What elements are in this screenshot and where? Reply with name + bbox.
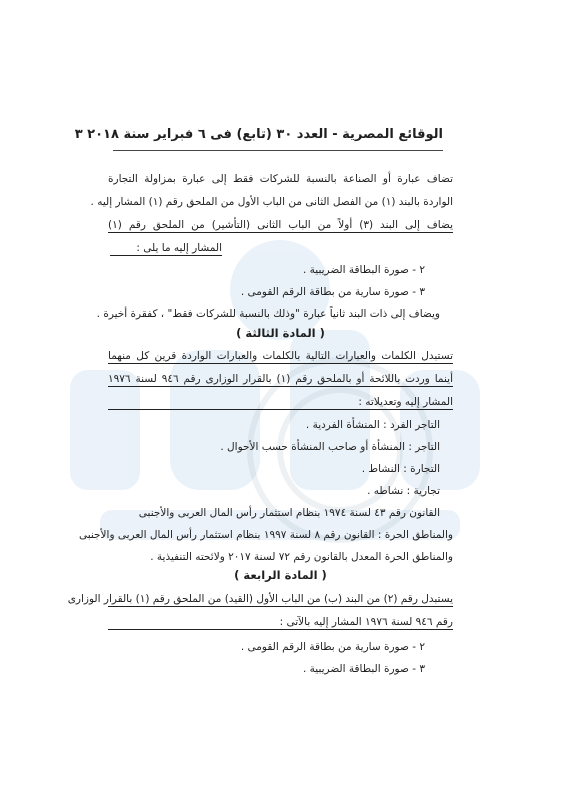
paragraph-line: والمناطق الحرة : القانون رقم ٨ لسنة ١٩٩٧ بنظام استثمار رأس المال العربى والأجنبى bbox=[78, 529, 453, 541]
paragraph-line: أينما وردت باللائحة أو بالملحق رقم (١) بالقرار الوزارى رقم ٩٤٦ لسنة ١٩٧٦ bbox=[108, 373, 453, 385]
header-divider bbox=[113, 150, 443, 151]
definition-line: تجارية : نشاطه . bbox=[367, 485, 440, 497]
paragraph-line: يستبدل رقم (٢) من البند (ب) من الباب الأول (القيد) من الملحق رقم (١) بالقرار الوزارى bbox=[67, 593, 453, 605]
list-item: ٢ - صورة سارية من بطاقة الرقم القومى . bbox=[240, 641, 425, 653]
paragraph-line: الواردة بالبند (١) من الفصل الثانى من الباب الأول من الملحق رقم (١) المشار إليه . bbox=[90, 196, 453, 208]
paragraph-line: تستبدل الكلمات والعبارات التالية بالكلمات والعبارات الواردة قرين كل منهما bbox=[108, 350, 453, 362]
definition-line: التاجر الفرد : المنشأة الفردية . bbox=[305, 419, 440, 431]
paragraph-line: رقم ٩٤٦ لسنة ١٩٧٦ المشار إليه بالآتى : bbox=[108, 615, 453, 630]
article-heading: ( المادة الرابعة ) bbox=[234, 568, 327, 582]
paragraph-line: والمناطق الحرة المعدل بالقانون رقم ٧٢ لسنة ٢٠١٧ ولائحته التنفيذية . bbox=[150, 551, 453, 563]
list-item: ٢ - صورة البطاقة الضريبية . bbox=[302, 264, 425, 276]
paragraph-line: المشار إليه وتعديلاته : bbox=[108, 395, 453, 410]
list-item: ٣ - صورة البطاقة الضريبية . bbox=[302, 663, 425, 675]
article-heading: ( المادة الثالثة ) bbox=[236, 326, 325, 340]
paragraph-line: القانون رقم ٤٣ لسنة ١٩٧٤ بنظام استثمار رأس المال العربى والأجنبى bbox=[138, 507, 440, 519]
paragraph-line: المشار إليه ما يلى : bbox=[110, 241, 222, 256]
list-item: ٣ - صورة سارية من بطاقة الرقم القومى . bbox=[240, 286, 425, 298]
definition-line: التاجر : المنشأة أو صاحب المنشأة حسب الأحوال . bbox=[220, 441, 440, 453]
running-header: الوقائع المصرية - العدد ٣٠ (تابع) فى ٦ فبراير سنة ٢٠١٨ ٣ bbox=[74, 127, 443, 142]
definition-line: التجارة : النشاط . bbox=[361, 463, 440, 475]
paragraph-line: تضاف عبارة أو الصناعة بالنسبة للشركات فقط إلى عبارة بمزاولة التجارة bbox=[108, 173, 453, 185]
paragraph-line: يضاف إلى البند (٣) أولاً من الباب الثانى (التأشير) من الملحق رقم (١) bbox=[108, 219, 453, 231]
paragraph-line: ويضاف إلى ذات البند ثانياً عبارة "وذلك بالنسبة للشركات فقط" ، كفقرة أخيرة . bbox=[96, 308, 440, 320]
